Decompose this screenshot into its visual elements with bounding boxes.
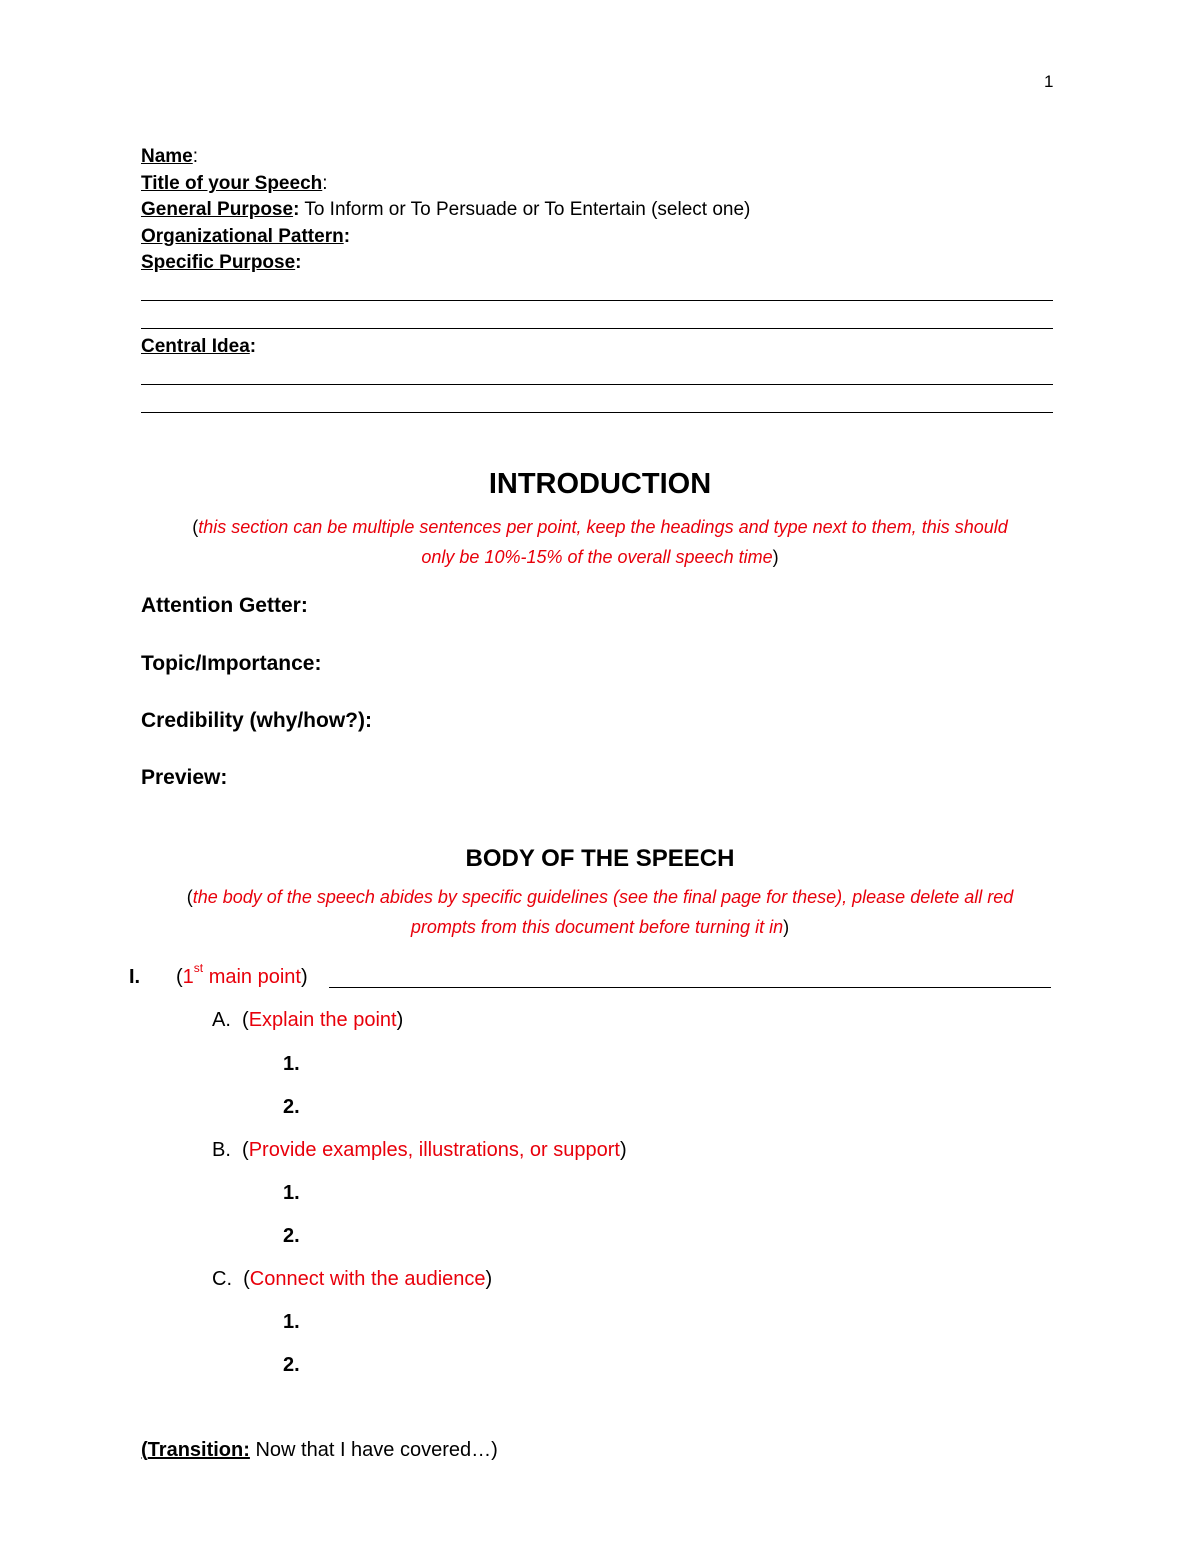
paren-open: ( bbox=[192, 517, 199, 537]
transition-label: Transition: bbox=[147, 1439, 250, 1461]
body-note-line-1: the body of the speech abides by specific guidelines (see the final page for these), please delete all red bbox=[192, 887, 1014, 907]
specific-purpose-line-2[interactable] bbox=[141, 328, 1053, 329]
sub-point-a-item-1[interactable]: 1. bbox=[283, 1053, 300, 1075]
sub-point-letter: A. bbox=[212, 1009, 231, 1031]
specific-purpose-field[interactable] bbox=[141, 251, 302, 275]
main-point-line[interactable] bbox=[329, 987, 1051, 988]
main-point-numeral: I. bbox=[129, 966, 141, 988]
sub-point-text: Provide examples, illustrations, or support bbox=[248, 1139, 620, 1161]
body-note bbox=[150, 882, 1050, 942]
sub-point-text: Explain the point bbox=[248, 1009, 397, 1031]
main-point-ordinal: st bbox=[193, 961, 204, 976]
central-idea-label: Central Idea bbox=[141, 336, 250, 357]
paren-open: ( bbox=[243, 1268, 250, 1290]
paren-close: ) bbox=[772, 547, 779, 567]
main-point-number: 1 bbox=[182, 966, 194, 988]
preview[interactable]: Preview: bbox=[141, 766, 228, 789]
sub-point-letter: C. bbox=[212, 1268, 232, 1290]
introduction-heading: INTRODUCTION bbox=[488, 468, 712, 500]
paren-close: ) bbox=[619, 1139, 627, 1161]
sub-point-b[interactable] bbox=[212, 1139, 627, 1162]
general-purpose-label: General Purpose bbox=[141, 199, 294, 220]
introduction-note bbox=[150, 512, 1050, 572]
colon: : bbox=[343, 226, 351, 247]
paren-open: ( bbox=[242, 1139, 249, 1161]
speech-title-label: Title of your Speech bbox=[141, 173, 323, 194]
colon: : bbox=[295, 252, 302, 273]
sub-point-c[interactable] bbox=[212, 1268, 492, 1291]
attention-getter[interactable]: Attention Getter: bbox=[141, 594, 308, 617]
sub-point-c-item-2[interactable]: 2. bbox=[283, 1354, 300, 1376]
paren-close: ) bbox=[396, 1009, 404, 1031]
sub-point-a[interactable] bbox=[212, 1009, 403, 1032]
sub-point-a-item-2[interactable]: 2. bbox=[283, 1096, 300, 1118]
transition-paren-open: ( bbox=[141, 1439, 148, 1461]
credibility[interactable]: Credibility (why/how?): bbox=[141, 709, 372, 732]
paren-close: ) bbox=[300, 966, 308, 988]
general-purpose-field[interactable] bbox=[141, 198, 750, 222]
paren-open: ( bbox=[176, 966, 183, 988]
introduction-note-line-2: only be 10%-15% of the overall speech time bbox=[421, 547, 773, 567]
specific-purpose-label: Specific Purpose bbox=[141, 252, 296, 273]
transition-text: Now that I have covered…) bbox=[249, 1439, 498, 1461]
central-idea-field[interactable] bbox=[141, 335, 256, 359]
colon: : bbox=[293, 199, 300, 220]
paren-open: ( bbox=[186, 887, 193, 907]
central-idea-line-1[interactable] bbox=[141, 384, 1053, 385]
org-pattern-label: Organizational Pattern bbox=[141, 226, 344, 247]
general-purpose-value: To Inform or To Persuade or To Entertain (select one) bbox=[304, 199, 751, 220]
body-heading: BODY OF THE SPEECH bbox=[465, 845, 735, 872]
body-note-line-2: prompts from this document before turning it in bbox=[410, 917, 784, 937]
colon: : bbox=[192, 146, 199, 167]
paren-close: ) bbox=[783, 917, 790, 937]
sub-point-text: Connect with the audience bbox=[249, 1268, 486, 1290]
speech-title-field[interactable] bbox=[141, 172, 328, 196]
specific-purpose-line-1[interactable] bbox=[141, 300, 1053, 301]
name-label: Name bbox=[141, 146, 193, 167]
main-point-prompt[interactable] bbox=[176, 961, 308, 989]
sub-point-letter: B. bbox=[212, 1139, 231, 1161]
main-point-text: main point bbox=[203, 966, 301, 988]
central-idea-line-2[interactable] bbox=[141, 412, 1053, 413]
transition[interactable] bbox=[141, 1439, 498, 1462]
sub-point-c-item-1[interactable]: 1. bbox=[283, 1311, 300, 1333]
introduction-note-line-1: this section can be multiple sentences per point, keep the headings and type next to them, this should bbox=[198, 517, 1008, 537]
colon: : bbox=[322, 173, 328, 194]
page-number: 1 bbox=[1044, 72, 1054, 91]
topic-importance[interactable]: Topic/Importance: bbox=[141, 652, 322, 675]
paren-open: ( bbox=[242, 1009, 249, 1031]
sub-point-b-item-2[interactable]: 2. bbox=[283, 1225, 300, 1247]
colon: : bbox=[249, 336, 257, 357]
org-pattern-field[interactable] bbox=[141, 225, 350, 249]
paren-close: ) bbox=[485, 1268, 493, 1290]
name-field[interactable] bbox=[141, 145, 198, 169]
sub-point-b-item-1[interactable]: 1. bbox=[283, 1182, 300, 1204]
